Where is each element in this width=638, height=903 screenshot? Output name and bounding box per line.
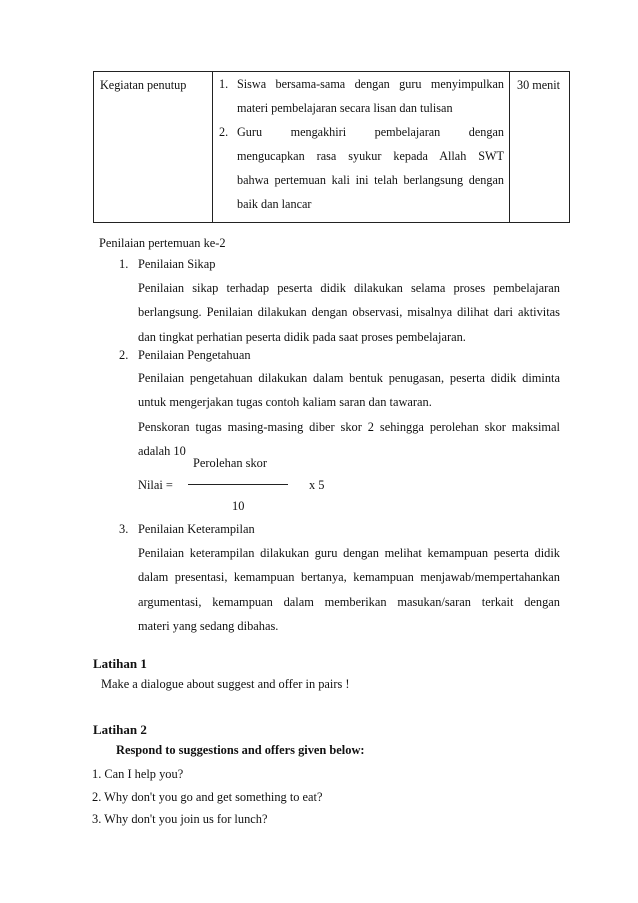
step-item: 1. Siswa bersama-sama dengan guru menyimpulkan materi pembelajaran secara lisan dan tulisan — [219, 77, 504, 115]
section-paragraph: Penilaian keterampilan dilakukan guru dengan melihat kemampuan peserta didik dalam presentasi, kemampuan bertanya, kemampuan menjawab/mempertahankan argumentasi, kemampuan dalam memberikan masukan/saran terkait dengan materi yang sedang dibahas. — [138, 546, 560, 634]
fraction-bar — [188, 484, 288, 485]
exercise2-title: Latihan 2 — [93, 722, 147, 737]
section-paragraph: Penilaian sikap terhadap peserta didik dilakukan selama proses pembelajaran berlangsung. Penilaian dilakukan dengan observasi, misalnya dilihat dari aktivitas dan tingkat perhatian peserta didik pada saat proses pembelajaran. — [138, 281, 560, 344]
section-title: Penilaian Keterampilan — [138, 522, 255, 536]
exercise2-instruction: Respond to suggestions and offers given below: — [116, 743, 365, 757]
formula-multiplier: x 5 — [309, 478, 325, 492]
formula-label: Nilai = — [138, 478, 173, 492]
exercise1-title: Latihan 1 — [93, 656, 147, 671]
section-number: 3. — [119, 522, 129, 536]
step-item: 2. Guru mengakhiri pembelajaran dengan mengucapkan rasa syukur kepada Allah SWT bahwa pertemuan kali ini telah berlangsung dengan baik dan lancar — [219, 125, 504, 211]
exercise-item: 3. Why don't you join us for lunch? — [92, 812, 268, 826]
section-number: 2. — [119, 348, 129, 362]
closing-activity-table — [93, 71, 570, 223]
exercise-item: 1. Can I help you? — [92, 767, 184, 781]
assessment-heading: Penilaian pertemuan ke-2 — [99, 236, 226, 250]
exercise1-instruction: Make a dialogue about suggest and offer in pairs ! — [101, 677, 350, 691]
steps-cell — [213, 72, 510, 223]
section-title: Penilaian Sikap — [138, 257, 216, 271]
formula-denominator: 10 — [232, 499, 245, 513]
formula-numerator: Perolehan skor — [193, 456, 267, 470]
time-cell: 30 menit — [510, 72, 570, 223]
section-title: Penilaian Pengetahuan — [138, 348, 251, 362]
section-number: 1. — [119, 257, 129, 271]
activity-cell: Kegiatan penutup — [94, 72, 213, 223]
exercise-item: 2. Why don't you go and get something to eat? — [92, 790, 323, 804]
section-paragraph: Penilaian pengetahuan dilakukan dalam bentuk penugasan, peserta didik diminta untuk mengerjakan tugas contoh kaliam saran dan tawaran. Penskoran tugas masing-masing diber skor 2 sehingga perolehan skor maksimal adalah 10 — [138, 371, 560, 459]
